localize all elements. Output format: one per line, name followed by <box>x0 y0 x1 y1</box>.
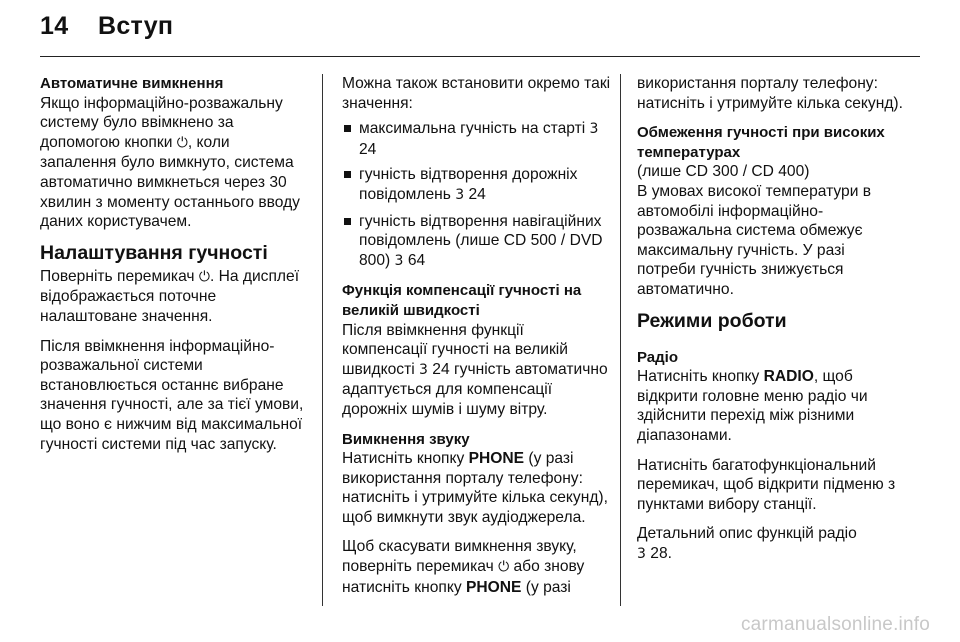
page-ref-arrow-icon: 3 <box>637 545 646 562</box>
auto-off-paragraph <box>40 94 310 232</box>
intro-paragraph: Можна також встановити окремо такі значення: <box>342 75 611 112</box>
page-ref-arrow-icon: 3 <box>394 252 404 269</box>
mute-text-2a: Щоб скасувати вимкнення звуку, поверніть перемикач <box>342 538 577 576</box>
radio-text-1b: , щоб відкрити головне меню радіо чи здійснити перехід між різними діапазонами. <box>637 368 868 444</box>
power-knob-icon: ⏻ <box>498 559 510 576</box>
power-knob-icon: ⏻ <box>176 134 188 151</box>
settings-list <box>342 119 612 271</box>
radio-paragraph-3 <box>637 524 907 564</box>
list-item-text: максимальна гучність на старті <box>359 120 590 138</box>
speed-text-2: гучність автоматично адаптується для компенсації дорожніх шумів і шуму вітру. <box>342 360 608 418</box>
page-header <box>40 12 173 41</box>
temp-paragraph: В умовах високої температури в автомобілі інформаційно-розважальна система обмежує максимальну гучність. У разі потреби гучність знижується автоматично. <box>637 182 872 298</box>
temp-note: (лише CD 300 / CD 400) <box>637 163 810 181</box>
column-3 <box>637 74 907 574</box>
page-ref[interactable]: 24 <box>468 185 486 203</box>
list-item-text: гучність відтворення дорожніх повідомлень <box>359 166 578 203</box>
watermark: carmanualsonline.info <box>740 614 930 635</box>
radio-text-1a: Натисніть кнопку <box>637 368 764 386</box>
list-item <box>342 165 612 205</box>
mute-text-1a: Натисніть кнопку <box>342 450 469 468</box>
page-ref[interactable]: 24 <box>432 360 450 378</box>
radio-paragraph-1 <box>637 367 907 445</box>
speed-text-1: Після ввімкнення функції компенсації гучності на великій швидкості <box>342 321 568 378</box>
page-number: 14 <box>40 12 69 40</box>
column-1 <box>40 74 310 464</box>
mute-paragraph-1 <box>342 449 612 527</box>
phone-key-label: PHONE <box>468 450 525 468</box>
speed-heading: Функція компенсації гучності на великій швидкості <box>342 282 582 319</box>
column-2 <box>342 74 612 607</box>
list-item <box>342 119 612 159</box>
volume-text-1b: . На дисплеї відображається поточне налаштоване значення. <box>40 267 300 325</box>
page-ref[interactable]: 24 <box>359 140 377 158</box>
column-divider-2 <box>620 74 621 606</box>
continued-paragraph: використання порталу телефону: натисніть і утримуйте кілька секунд). <box>637 75 903 112</box>
volume-paragraph-1 <box>40 267 310 327</box>
mute-text-2b: або знову натисніть кнопку <box>342 558 585 596</box>
page-ref-arrow-icon: 3 <box>455 186 465 203</box>
mute-paragraph-2 <box>342 537 612 597</box>
list-item <box>342 212 612 272</box>
list-item-text: гучність відтворення навігаційних повідомлень (лише CD 500 / DVD 800) <box>359 212 603 269</box>
auto-off-heading: Автоматичне вимкнення <box>40 75 224 92</box>
radio-key-label: RADIO <box>763 368 814 386</box>
auto-off-text-1: Якщо інформаційно-розважальну систему було ввімкнено за допомогою кнопки <box>40 94 283 151</box>
volume-heading: Налаштування гучності <box>40 241 268 264</box>
radio-paragraph-2: Натисніть багатофункціональний перемикач, щоб відкрити підменю з пунктами вибору станції. <box>637 456 896 513</box>
page-ref-arrow-icon: 3 <box>419 361 428 378</box>
auto-off-text-2: , коли запалення було вимкнуто, система автоматично вимкнеться через 30 хвилин з моменту останнього вводу даних користувачем. <box>40 133 300 231</box>
power-knob-icon: ⏻ <box>198 268 210 285</box>
page-title: Вступ <box>98 12 174 40</box>
column-divider-1 <box>322 74 323 606</box>
volume-paragraph-2: Після ввімкнення інформаційно-розважальної системи встановлюється останнє вибране значення гучності, але за тієї умови, що воно є нижчим від максимальної гучності системи під час запуску. <box>40 337 304 453</box>
speed-paragraph <box>342 321 612 420</box>
page-ref[interactable]: 28. <box>650 544 672 562</box>
header-rule <box>40 56 920 57</box>
mute-text-2c: (у разі <box>521 578 571 596</box>
temp-heading: Обмеження гучності при високих температурах <box>637 124 885 161</box>
page-ref-arrow-icon: 3 <box>589 121 599 138</box>
mute-text-1b: (у разі використання порталу телефону: натисніть і утримуйте кілька секунд), щоб вимкнути звук аудіоджерела. <box>342 450 608 526</box>
phone-key-label: PHONE <box>465 578 522 596</box>
volume-text-1a: Поверніть перемикач <box>40 267 199 285</box>
radio-text-3: Детальний опис функцій радіо <box>637 525 857 543</box>
modes-heading: Режими роботи <box>637 309 787 332</box>
radio-heading: Радіо <box>637 348 679 366</box>
mute-heading: Вимкнення звуку <box>342 430 470 448</box>
page-ref[interactable]: 64 <box>407 251 426 269</box>
